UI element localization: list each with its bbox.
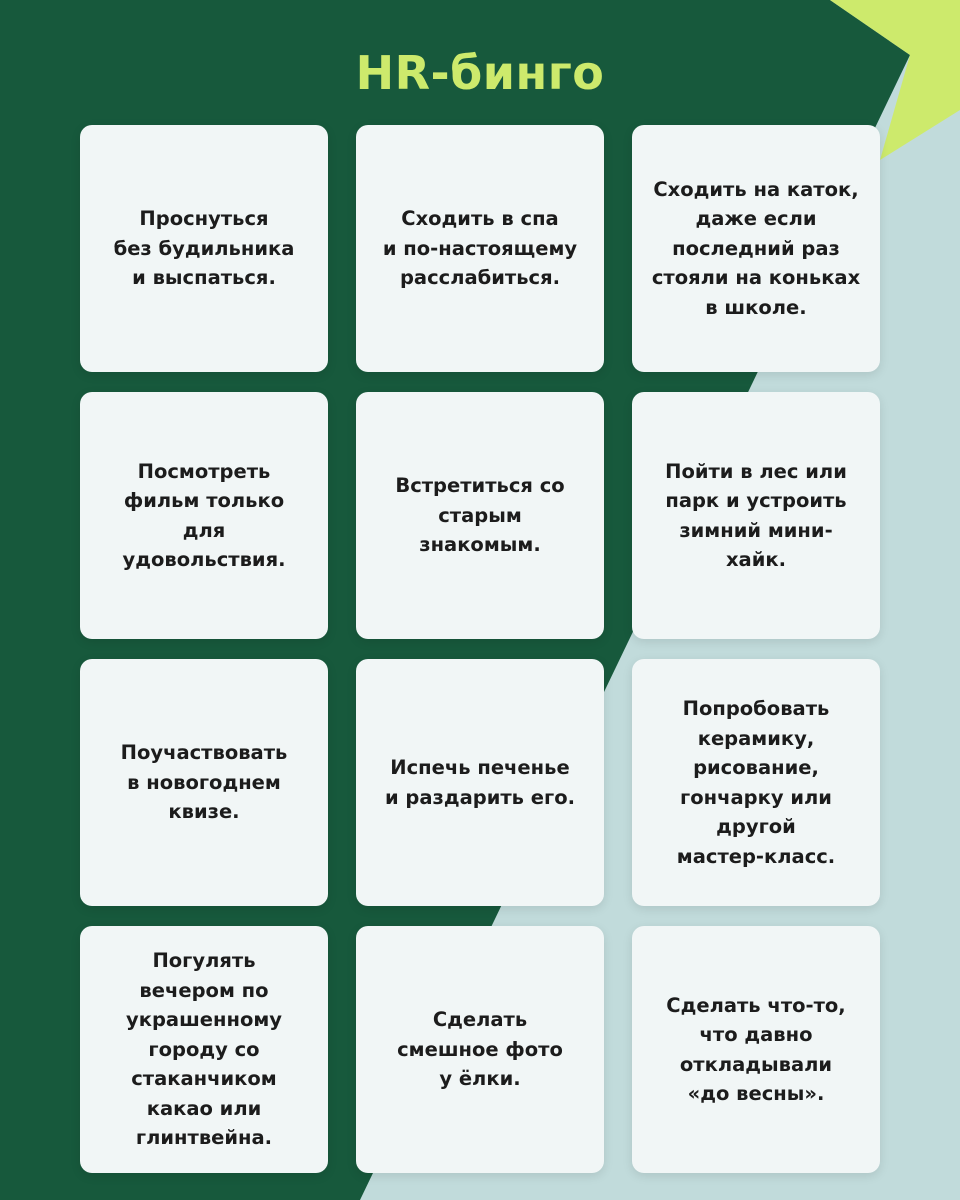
bingo-card	[80, 659, 328, 906]
bingo-card	[356, 659, 604, 906]
bingo-grid	[80, 125, 880, 1173]
bingo-card-text: Сходить на каток, даже если последний раз стояли на коньках в школе.	[651, 177, 861, 319]
bingo-card	[356, 392, 604, 639]
bingo-card	[632, 659, 880, 906]
bingo-card	[80, 125, 328, 372]
bingo-card-text: Пойти в лес или парк и устроить зимний мини- хайк.	[665, 459, 847, 571]
bingo-card-text: Поучаствовать в новогоднем квизе.	[120, 741, 288, 824]
bingo-card-text: Встретиться со старым знакомым.	[395, 474, 565, 557]
bingo-card-text: Посмотреть фильм только для удовольствия.	[122, 459, 286, 571]
bingo-card-text: Испечь печенье и раздарить его.	[384, 756, 576, 809]
bingo-card	[80, 926, 328, 1173]
bingo-card-text: Попробовать керамику, рисование, гончарку или другой мастер-класс.	[676, 697, 836, 868]
bingo-card-text: Проснуться без будильника и выспаться.	[113, 207, 295, 290]
bingo-card	[632, 125, 880, 372]
bingo-card	[632, 392, 880, 639]
bingo-card	[632, 926, 880, 1173]
bingo-card-text: Сделать что-то, что давно откладывали «до весны».	[666, 993, 846, 1105]
bingo-card	[80, 392, 328, 639]
bingo-card	[356, 125, 604, 372]
page-title: HR-бинго	[355, 46, 605, 100]
bingo-card-text: Погулять вечером по украшенному городу со стаканчиком какао или глинтвейна.	[126, 949, 282, 1150]
bingo-card-text: Сделать смешное фото у ёлки.	[397, 1008, 563, 1091]
bingo-card-text: Сходить в спа и по-настоящему расслабиться.	[382, 207, 578, 290]
bingo-card	[356, 926, 604, 1173]
